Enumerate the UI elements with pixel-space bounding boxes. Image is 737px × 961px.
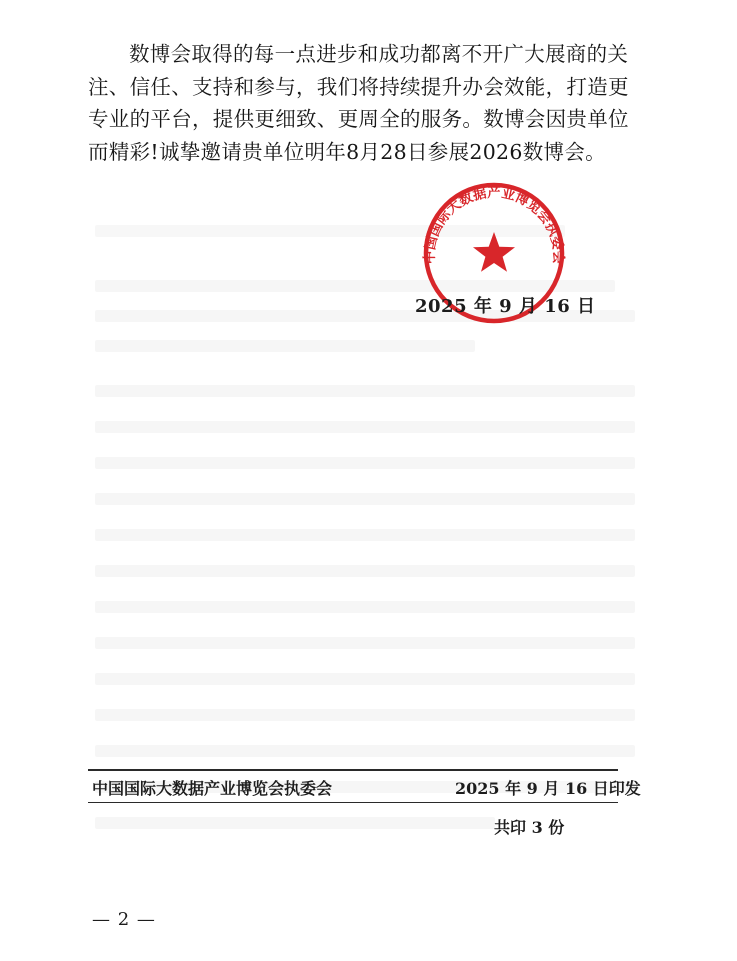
- letter-body: [88, 38, 648, 168]
- footer-bottom-rule: [88, 802, 618, 803]
- body-paragraph: 数博会取得的每一点进步和成功都离不开广大展商的关注、信任、支持和参与，我们将持续提升办会效能，打造更专业的平台，提供更细致、更周全的服务。数博会因贵单位而精彩!诚挚邀请贵单位明年8月28日参展2026数博会。: [88, 42, 629, 164]
- footer-top-rule: [88, 769, 618, 771]
- footer-issuing-organization: 中国国际大数据产业博览会执委会: [92, 779, 333, 798]
- seal-star-icon: [473, 232, 515, 272]
- seal-text: 中国国际大数据产业博览会执委会: [421, 185, 567, 265]
- signature-date: 2025 年 9 月 16 日: [415, 296, 596, 317]
- page-number: — 2 —: [92, 909, 156, 930]
- print-copies: 共印 3 份: [494, 818, 565, 837]
- footer-print-date: 2025 年 9 月 16 日印发: [455, 779, 641, 798]
